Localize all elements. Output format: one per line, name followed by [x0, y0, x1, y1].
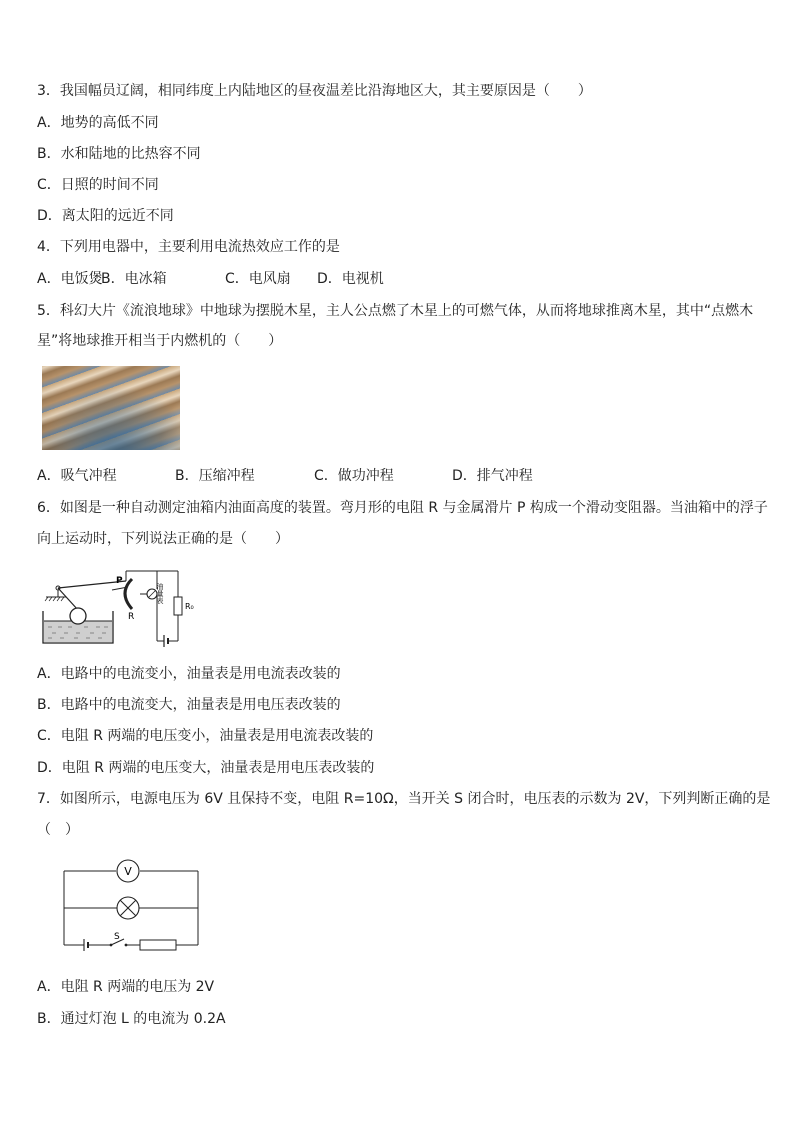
- q4-option-a: A．电饭煲: [37, 271, 103, 287]
- jupiter-photo: [42, 366, 180, 450]
- label-switch: S: [114, 932, 120, 942]
- q5-option-b: B．压缩冲程: [175, 468, 255, 484]
- q3-option-c: C．日照的时间不同: [37, 177, 159, 193]
- label-voltmeter: V: [124, 865, 132, 878]
- q6-stem-line2: 向上运动时，下列说法正确的是（ ）: [37, 531, 289, 547]
- q4-option-b: B．电冰箱: [101, 271, 167, 287]
- q6-option-b: B．电路中的电流变大，油量表是用电压表改装的: [37, 697, 341, 713]
- oil-gauge-diagram: [40, 563, 200, 653]
- q5-option-a: A．吸气冲程: [37, 468, 117, 484]
- q3-stem: 3．我国幅员辽阔，相同纬度上内陆地区的昼夜温差比沿海地区大，其主要原因是（ ）: [37, 83, 592, 99]
- q5-stem-line2: 星”将地球推开相当于内燃机的（ ）: [37, 333, 283, 349]
- q3-option-d: D．离太阳的远近不同: [37, 208, 174, 224]
- q3-option-a: A．地势的高低不同: [37, 115, 159, 131]
- q4-option-d: D．电视机: [317, 271, 384, 287]
- q4-option-c: C．电风扇: [225, 271, 291, 287]
- label-p: P: [116, 576, 123, 586]
- label-oil-meter: 油量表: [156, 583, 164, 604]
- q4-stem: 4．下列用电器中，主要利用电流热效应工作的是: [37, 239, 340, 255]
- q7-option-b: B．通过灯泡 L 的电流为 0.2A: [37, 1011, 226, 1027]
- q6-stem-line1: 6．如图是一种自动测定油箱内油面高度的装置。弯月形的电阻 R 与金属滑片 P 构成一个滑动变阻器。当油箱中的浮子: [37, 500, 768, 516]
- q5-stem-line1: 5．科幻大片《流浪地球》中地球为摆脱木星，主人公点燃了木星上的可燃气体，从而将地球推离木星，其中“点燃木: [37, 303, 754, 319]
- q7-option-a: A．电阻 R 两端的电压为 2V: [37, 979, 215, 995]
- resistor: [140, 940, 176, 950]
- q6-option-d: D．电阻 R 两端的电压变大，油量表是用电压表改装的: [37, 760, 375, 776]
- q5-option-c: C．做功冲程: [314, 468, 394, 484]
- q7-stem-line1: 7．如图所示，电源电压为 6V 且保持不变，电阻 R=10Ω，当开关 S 闭合时，电压表的示数为 2V，下列判断正确的是: [37, 791, 771, 807]
- q6-option-a: A．电路中的电流变小，油量表是用电流表改装的: [37, 666, 341, 682]
- label-r: R: [128, 612, 135, 622]
- label-r0: R₀: [185, 602, 194, 611]
- q7-stem-line2: （ ）: [37, 822, 79, 838]
- series-circuit-diagram: [58, 855, 204, 955]
- q6-option-c: C．电阻 R 两端的电压变小，油量表是用电流表改装的: [37, 728, 374, 744]
- q5-option-d: D．排气冲程: [452, 468, 533, 484]
- q3-option-b: B．水和陆地的比热容不同: [37, 146, 201, 162]
